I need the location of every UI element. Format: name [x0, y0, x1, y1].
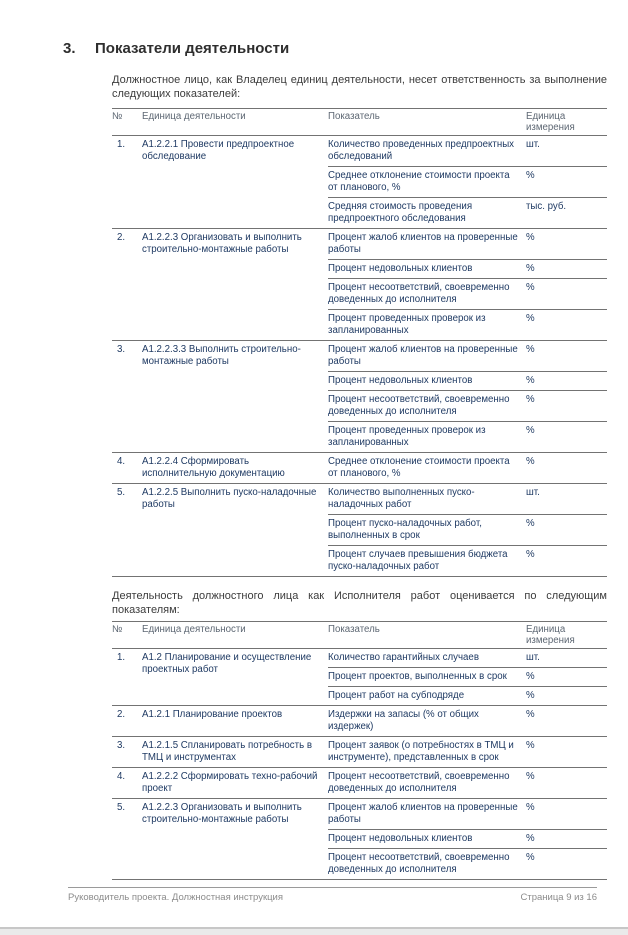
measure-unit-cell: %	[526, 394, 535, 405]
indicator-subrow	[328, 799, 607, 829]
column-header-unit: Единица деятельности	[142, 624, 246, 635]
indicator-subrow	[328, 848, 607, 879]
column-header-measure: Единица измерения	[526, 624, 575, 646]
section-number: 3.	[63, 40, 76, 57]
measure-unit-cell: %	[526, 344, 535, 355]
measure-unit-cell: %	[526, 802, 535, 813]
indicator-cell: Процент недовольных клиентов	[328, 833, 473, 844]
indicator-cell: Процент жалоб клиентов на проверенные работы	[328, 232, 518, 255]
measure-unit-cell: тыс. руб.	[526, 201, 567, 212]
owner-indicators-table	[112, 108, 607, 577]
indicator-subrow	[328, 278, 607, 309]
indicator-cell: Процент проведенных проверок из запланированных	[328, 313, 486, 336]
footer-document-title: Руководитель проекта. Должностная инструкция	[68, 892, 283, 903]
table-row	[112, 767, 607, 798]
indicator-subrow	[328, 197, 607, 228]
column-header-measure: Единица измерения	[526, 111, 575, 133]
column-header-unit: Единица деятельности	[142, 111, 246, 122]
table-row	[112, 340, 607, 452]
indicator-cell: Процент несоответствий, своевременно доведенных до исполнителя	[328, 282, 510, 305]
indicator-subrow	[328, 649, 607, 667]
measure-unit-cell: %	[526, 690, 535, 701]
indicator-cell: Процент несоответствий, своевременно доведенных до исполнителя	[328, 394, 510, 417]
indicator-cell: Процент работ на субподряде	[328, 690, 465, 701]
indicator-cell: Процент проектов, выполненных в срок	[328, 671, 507, 682]
activity-unit-cell: А1.2.2.3.3 Выполнить строительно-монтажные работы	[142, 344, 301, 367]
measure-unit-cell: %	[526, 709, 535, 720]
indicator-subrows	[328, 453, 607, 483]
indicator-subrows	[328, 706, 607, 736]
indicator-cell: Количество проведенных предпроектных обследований	[328, 139, 514, 162]
indicator-cell: Количество гарантийных случаев	[328, 652, 479, 663]
table-row	[112, 648, 607, 705]
activity-unit-cell: А1.2.2.3 Организовать и выполнить строительно-монтажные работы	[142, 802, 302, 825]
page-footer	[68, 887, 597, 903]
row-number: 2.	[117, 232, 126, 243]
measure-unit-cell: %	[526, 425, 535, 436]
indicator-cell: Процент пуско-наладочных работ, выполненных в срок	[328, 518, 482, 541]
row-number: 1.	[117, 652, 126, 663]
activity-unit-cell: А1.2.2.1 Провести предпроектное обследование	[142, 139, 295, 162]
window-bottom-edge	[0, 927, 628, 935]
measure-unit-cell: шт.	[526, 652, 540, 663]
table-header-row	[112, 622, 607, 648]
indicator-cell: Процент случаев превышения бюджета пуско-наладочных работ	[328, 549, 508, 572]
row-number: 4.	[117, 771, 126, 782]
indicator-subrow	[328, 421, 607, 452]
column-header-indicator: Показатель	[328, 624, 380, 635]
indicator-cell: Процент несоответствий, своевременно доведенных до исполнителя	[328, 852, 510, 875]
table-row	[112, 736, 607, 767]
indicator-cell: Процент проведенных проверок из запланированных	[328, 425, 486, 448]
measure-unit-cell: %	[526, 549, 535, 560]
row-number: 5.	[117, 802, 126, 813]
indicator-subrow	[328, 829, 607, 848]
indicator-cell: Процент жалоб клиентов на проверенные работы	[328, 802, 518, 825]
measure-unit-cell: %	[526, 671, 535, 682]
indicator-cell: Процент заявок (о потребностях в ТМЦ и инструменте), представленных в срок	[328, 740, 514, 763]
indicator-cell: Средняя стоимость проведения предпроектного обследования	[328, 201, 473, 224]
activity-unit-cell: А1.2.1 Планирование проектов	[142, 709, 283, 720]
indicator-cell: Процент жалоб клиентов на проверенные работы	[328, 344, 518, 367]
table-row	[112, 452, 607, 483]
indicator-subrow	[328, 341, 607, 371]
measure-unit-cell: %	[526, 833, 535, 844]
activity-unit-cell: А1.2.2.2 Сформировать техно-рабочий проект	[142, 771, 318, 794]
row-number: 3.	[117, 344, 126, 355]
row-number: 4.	[117, 456, 126, 467]
indicator-subrow	[328, 484, 607, 514]
table-row	[112, 135, 607, 228]
measure-unit-cell: %	[526, 282, 535, 293]
executor-indicators-table	[112, 621, 607, 880]
indicator-subrows	[328, 737, 607, 767]
indicator-subrow	[328, 371, 607, 390]
indicator-subrows	[328, 229, 607, 340]
measure-unit-cell: %	[526, 771, 535, 782]
table-header-row	[112, 109, 607, 135]
indicator-cell: Количество выполненных пуско-наладочных работ	[328, 487, 475, 510]
row-number: 1.	[117, 139, 126, 150]
column-header-indicator: Показатель	[328, 111, 380, 122]
indicator-subrow	[328, 737, 607, 767]
indicator-cell: Процент несоответствий, своевременно доведенных до исполнителя	[328, 771, 510, 794]
table-row	[112, 798, 607, 879]
intro-paragraph-1: Должностное лицо, как Владелец единиц деятельности, несет ответственность за выполнение следующих показателей:	[112, 74, 607, 100]
indicator-subrow	[328, 229, 607, 259]
indicator-subrow	[328, 309, 607, 340]
indicator-subrows	[328, 768, 607, 798]
indicator-subrow	[328, 667, 607, 686]
indicator-subrow	[328, 514, 607, 545]
measure-unit-cell: %	[526, 852, 535, 863]
column-header-num: №	[112, 111, 123, 122]
indicator-cell: Процент недовольных клиентов	[328, 263, 473, 274]
indicator-subrow	[328, 259, 607, 278]
table-row	[112, 228, 607, 340]
table-row	[112, 705, 607, 736]
activity-unit-cell: А1.2.2.5 Выполнить пуско-наладочные работы	[142, 487, 317, 510]
indicator-subrow	[328, 686, 607, 705]
table-row	[112, 483, 607, 576]
activity-unit-cell: А1.2 Планирование и осуществление проектных работ	[142, 652, 312, 675]
measure-unit-cell: %	[526, 740, 535, 751]
indicator-subrow	[328, 390, 607, 421]
indicator-subrow	[328, 166, 607, 197]
measure-unit-cell: %	[526, 263, 535, 274]
intro-paragraph-2: Деятельность должностного лица как Исполнителя работ оценивается по следующим показателям:	[112, 590, 607, 616]
footer-page-number: Страница 9 из 16	[520, 892, 597, 903]
column-header-num: №	[112, 624, 123, 635]
row-number: 2.	[117, 709, 126, 720]
measure-unit-cell: %	[526, 170, 535, 181]
indicator-subrow	[328, 453, 607, 483]
measure-unit-cell: %	[526, 232, 535, 243]
indicator-cell: Процент недовольных клиентов	[328, 375, 473, 386]
activity-unit-cell: А1.2.1.5 Спланировать потребность в ТМЦ и инструментах	[142, 740, 312, 763]
indicator-subrows	[328, 649, 607, 705]
indicator-subrows	[328, 341, 607, 452]
measure-unit-cell: шт.	[526, 139, 540, 150]
measure-unit-cell: %	[526, 375, 535, 386]
indicator-subrow	[328, 768, 607, 798]
indicator-subrow	[328, 706, 607, 736]
measure-unit-cell: шт.	[526, 487, 540, 498]
row-number: 5.	[117, 487, 126, 498]
indicator-subrow	[328, 545, 607, 576]
indicator-cell: Среднее отклонение стоимости проекта от планового, %	[328, 170, 510, 193]
indicator-cell: Среднее отклонение стоимости проекта от планового, %	[328, 456, 510, 479]
activity-unit-cell: А1.2.2.4 Сформировать исполнительную документацию	[142, 456, 285, 479]
row-number: 3.	[117, 740, 126, 751]
indicator-subrows	[328, 136, 607, 228]
indicator-subrow	[328, 136, 607, 166]
measure-unit-cell: %	[526, 518, 535, 529]
indicator-subrows	[328, 799, 607, 879]
section-heading	[63, 40, 628, 57]
measure-unit-cell: %	[526, 313, 535, 324]
page-title: Показатели деятельности	[95, 40, 290, 57]
measure-unit-cell: %	[526, 456, 535, 467]
activity-unit-cell: А1.2.2.3 Организовать и выполнить строительно-монтажные работы	[142, 232, 302, 255]
indicator-subrows	[328, 484, 607, 576]
indicator-cell: Издержки на запасы (% от общих издержек)	[328, 709, 479, 732]
